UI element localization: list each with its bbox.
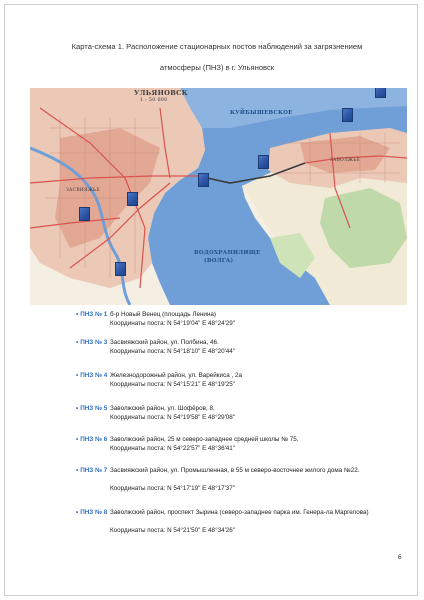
post-address: Засвияжский район, ул. Полбина, 46.	[110, 339, 219, 346]
post-number: ПНЗ № 6	[80, 436, 108, 443]
post-marker[interactable]	[375, 88, 386, 98]
post-address: Засвияжский район, ул. Промышленная, в 55 м северо-восточнее жилого дома №22.	[110, 467, 360, 474]
map-caption-line-1: Карта-схема 1. Расположение стационарных постов наблюдений за загрязнением	[71, 42, 363, 51]
post-address: б-р Новый Венец (площадь Ленина)	[110, 311, 217, 318]
map-label-reservoir-volga: (ВОЛГА)	[204, 258, 234, 264]
post-coords: Координаты поста: N 54°19'58" E 48°29'08"	[110, 414, 236, 421]
map-label-scale: 1 : 50 000	[140, 98, 168, 103]
post-address: Заволжский район, проспект Зырина (северо-западнее парка им. Генера-ла Маргелова)	[110, 509, 369, 516]
map-label-reservoir-top: КУЙБЫШЕВСКОЕ	[230, 110, 293, 116]
map-label-zavolzhye: ЗАВОЛЖЬЕ	[330, 158, 361, 163]
post-address: Заволжский район, ул. Шофёров, 8.	[110, 405, 215, 412]
post-address: Железнодорожный район, ул. Варейкиса , 2а	[110, 372, 242, 379]
post-marker[interactable]	[342, 108, 353, 122]
post-coords: Координаты поста: N 54°17'19" E 48°17'37"	[110, 485, 236, 492]
post-number: ПНЗ № 1	[80, 311, 108, 318]
post-number: ПНЗ № 4	[80, 372, 108, 379]
page-number: 6	[398, 554, 402, 561]
post-marker[interactable]	[198, 173, 209, 187]
post-coords: Координаты поста: N 54°19'04" E 48°24'29"	[110, 320, 236, 327]
post-number: ПНЗ № 3	[80, 339, 108, 346]
post-coords: Координаты поста: N 54°21'50" E 48°34'26"	[110, 527, 236, 534]
post-coords: Координаты поста: N 54°15'21" E 48°19'25"	[110, 381, 236, 388]
post-number: ПНЗ № 5	[80, 405, 108, 412]
post-coords: Координаты поста: N 54°22'57" E 48°36'41"	[110, 445, 236, 452]
map-label-reservoir-bottom: ВОДОХРАНИЛИЩЕ	[194, 250, 261, 256]
post-marker[interactable]	[258, 155, 269, 169]
post-address: Заволжский район, 25 м северо-западнее средней школы № 75.	[110, 436, 299, 443]
post-number: ПНЗ № 8	[80, 509, 108, 516]
map-label-city: УЛЬЯНОВСК	[134, 89, 188, 97]
post-marker[interactable]	[79, 207, 90, 221]
post-coords: Координаты поста: N 54°18'10" E 48°20'44"	[110, 348, 236, 355]
city-map[interactable]	[30, 88, 407, 305]
post-marker[interactable]	[127, 192, 138, 206]
post-marker[interactable]	[115, 262, 126, 276]
map-label-zasviyazhye: ЗАСВИЯЖЬЕ	[66, 188, 100, 193]
post-number: ПНЗ № 7	[80, 467, 108, 474]
map-caption-line-2: атмосферы (ПНЗ) в г. Ульяновск	[159, 63, 275, 72]
